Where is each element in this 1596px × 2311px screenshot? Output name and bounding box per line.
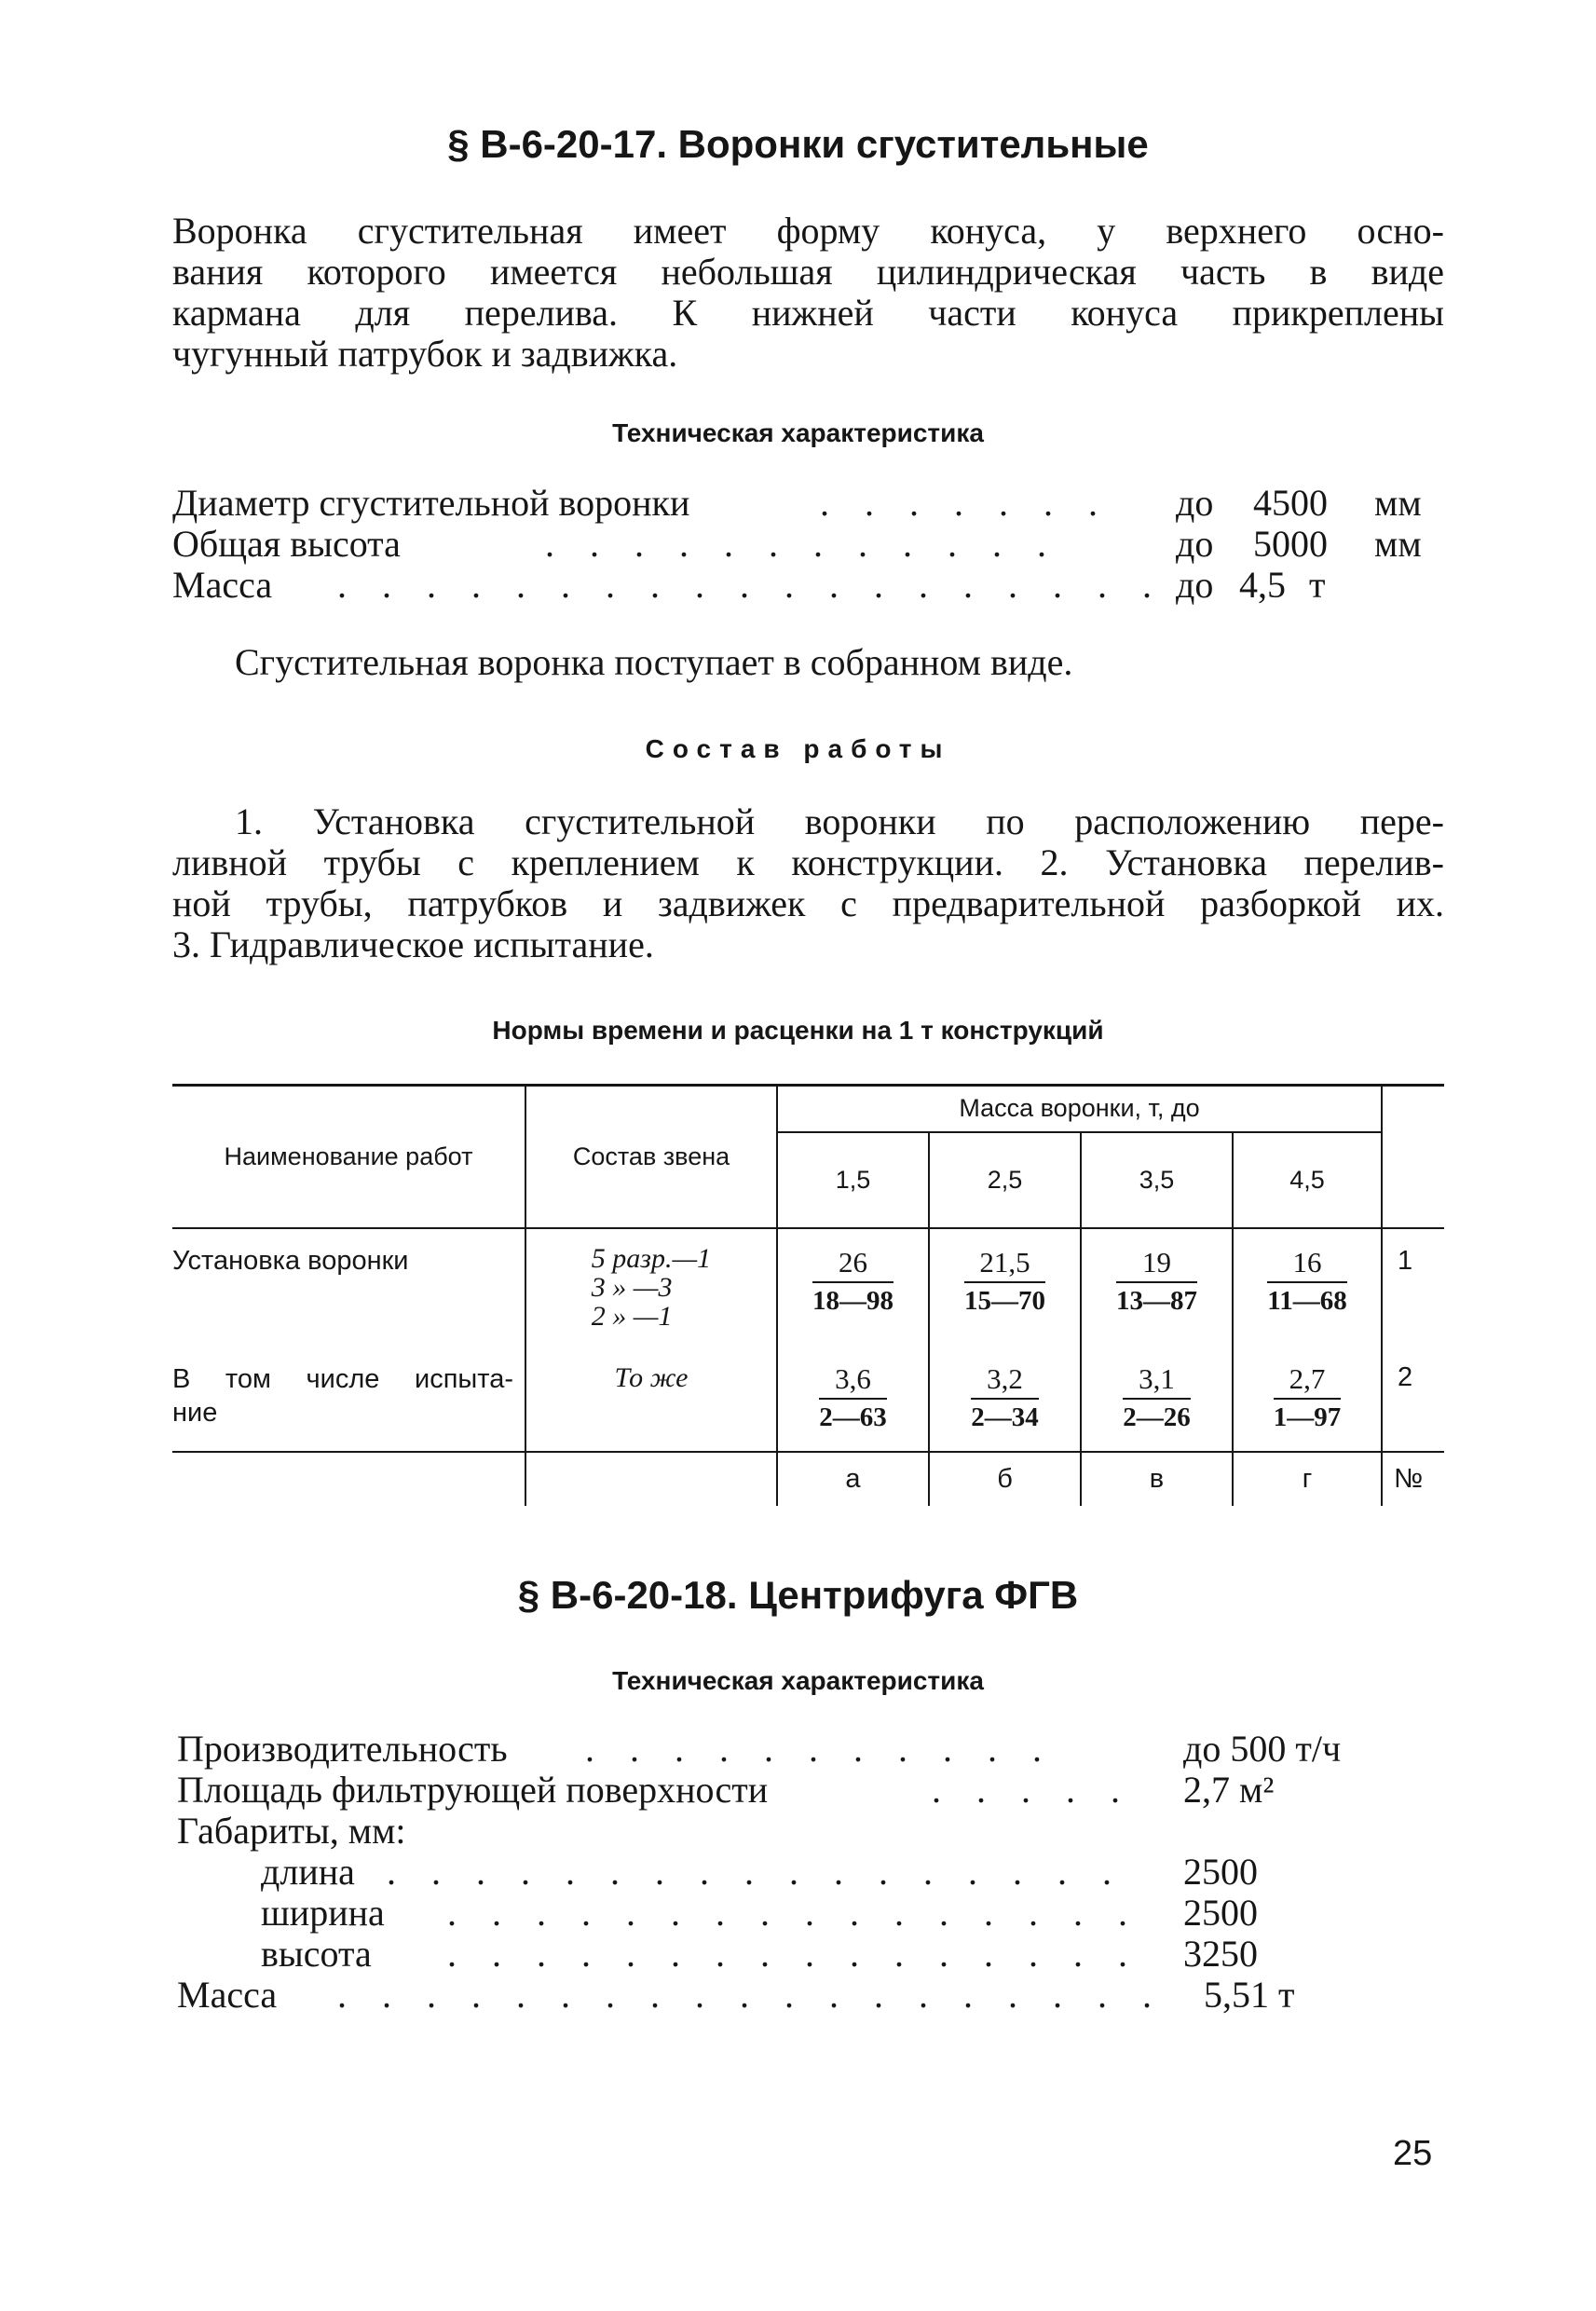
norm-value: 26	[812, 1246, 893, 1283]
page-number: 25	[1393, 2134, 1433, 2173]
spec-value: 3250	[1183, 1933, 1258, 1975]
rate-cell	[929, 1228, 1081, 1357]
spec-label: Площадь фильтрующей поверхности	[177, 1769, 769, 1811]
spec-unit: т	[1309, 564, 1326, 606]
spec-dots: . . . . . . . . . . . . . . . .	[447, 1892, 1140, 1934]
spec-dots: . . . . . . . . . . . .	[545, 523, 1059, 565]
spec-unit: мм	[1374, 482, 1422, 524]
rate-cell	[1081, 1357, 1233, 1452]
spec-value: 4500	[1253, 482, 1328, 524]
spec-prefix: до	[1176, 482, 1214, 524]
mass-column-header: 4,5	[1233, 1132, 1382, 1228]
norm-value: 3,1	[1123, 1362, 1191, 1400]
spec-value: 2,7 м²	[1183, 1769, 1275, 1811]
spec-value: до 500 т/ч	[1183, 1728, 1342, 1770]
spec-label: ширина	[261, 1892, 385, 1934]
rate-cell	[1233, 1228, 1382, 1357]
rate-value: 2—34	[971, 1402, 1039, 1432]
row-crew: То же	[525, 1357, 777, 1452]
spec-label: Диаметр сгустительной воронки	[172, 482, 690, 524]
work-line: 3. Гидравлическое испытание.	[172, 923, 654, 965]
crew-line: 2 » —1	[591, 1300, 673, 1332]
rate-cell	[777, 1228, 929, 1357]
description-line: чугунный патрубок и задвижка.	[172, 333, 678, 375]
norms-table	[172, 1084, 1444, 1506]
rate-cell	[1233, 1357, 1382, 1452]
work-line: ливной трубы с креплением к конструкции. 2. Установка перелив-	[172, 841, 1444, 883]
table-caption: Нормы времени и расценки на 1 т конструкций	[492, 1016, 1104, 1045]
description-line: вания которого имеется небольшая цилиндрическая часть в виде	[172, 251, 1444, 293]
row-name-line: В том числе испыта-	[172, 1363, 513, 1394]
number-header-cell	[1382, 1086, 1444, 1228]
col-crew-header: Состав звена	[525, 1086, 777, 1228]
rate-value: 2—26	[1123, 1402, 1191, 1432]
spec-dots: . . . . . . . . . . . . . . . . . . .	[337, 564, 1165, 606]
spec-value: 4,5	[1239, 564, 1286, 606]
table-footer-row	[172, 1452, 1444, 1506]
rate-value: 11—68	[1267, 1285, 1347, 1316]
section-title: § В-6-20-18. Центрифуга ФГВ	[517, 1573, 1079, 1617]
rate-value: 1—97	[1273, 1402, 1342, 1432]
table-row	[172, 1357, 1444, 1452]
crew-line: 3 » —3	[591, 1271, 673, 1303]
spec-dots: . . . . . . . . . . . . . . . . . . .	[337, 1974, 1165, 2016]
spec-label: Общая высота	[172, 523, 401, 565]
row-number: 2	[1398, 1361, 1413, 1392]
norm-value: 3,2	[971, 1362, 1039, 1400]
spec-value: 5,51 т	[1204, 1974, 1295, 2016]
footer-empty-cell	[525, 1452, 777, 1506]
spec-label: длина	[261, 1851, 355, 1893]
rate-value: 15—70	[964, 1285, 1045, 1316]
footer-letter: б	[929, 1452, 1081, 1506]
spec-dots: . . . . .	[932, 1769, 1133, 1811]
norm-value: 21,5	[964, 1246, 1045, 1283]
col-name-header: Наименование работ	[172, 1086, 525, 1228]
footer-letter: в	[1081, 1452, 1233, 1506]
rate-value: 13—87	[1116, 1285, 1197, 1316]
spec-value: 5000	[1253, 523, 1328, 565]
work-line: ной трубы, патрубков и задвижек с предварительной разборкой их.	[172, 882, 1444, 924]
spec-dots: . . . . . . .	[820, 482, 1111, 524]
spec-label: высота	[261, 1933, 372, 1975]
footer-letter: г	[1233, 1452, 1382, 1506]
row-name	[172, 1357, 525, 1452]
spec-heading: Техническая характеристика	[612, 1666, 984, 1695]
norm-value: 2,7	[1274, 1362, 1342, 1400]
section-title: § В-6-20-17. Воронки сгустительные	[447, 122, 1149, 166]
footer-empty-cell	[172, 1452, 525, 1506]
rate-cell	[929, 1357, 1081, 1452]
work-paragraph	[172, 801, 1444, 965]
spec-value: 2500	[1183, 1851, 1258, 1893]
spec-unit: мм	[1374, 523, 1422, 565]
footer-number-label: №	[1394, 1463, 1424, 1494]
rate-cell	[777, 1357, 929, 1452]
mass-column-header: 3,5	[1081, 1132, 1233, 1228]
footer-letter: а	[777, 1452, 929, 1506]
norm-value: 16	[1267, 1246, 1346, 1283]
row-number: 1	[1398, 1245, 1413, 1276]
spec-dots: . . . . . . . . . . . . . . . . .	[387, 1851, 1125, 1893]
table-row	[172, 1228, 1444, 1357]
description-paragraph	[172, 211, 1444, 375]
spec-dots: . . . . . . . . . . .	[585, 1728, 1055, 1770]
spec-label: Масса	[177, 1974, 278, 2016]
mass-header: Масса воронки, т, до	[777, 1086, 1382, 1132]
norm-value: 3,6	[819, 1362, 887, 1400]
row-crew	[525, 1228, 777, 1357]
rate-cell	[1081, 1228, 1233, 1357]
spec-label: Габариты, мм:	[177, 1810, 406, 1852]
spec-value: 2500	[1183, 1892, 1258, 1934]
norm-value: 19	[1116, 1246, 1197, 1283]
spec-label: Масса	[172, 564, 273, 606]
work-heading: Состав работы	[645, 734, 951, 763]
spec-label: Производительность	[177, 1728, 508, 1770]
rate-value: 18—98	[812, 1285, 893, 1316]
spec-heading: Техническая характеристика	[612, 418, 984, 447]
description-line: Воронка сгустительная имеет форму конуса, у верхнего осно-	[172, 210, 1444, 252]
spec-row	[172, 483, 689, 524]
work-line: 1. Установка сгустительной воронки по расположению пере-	[235, 800, 1444, 842]
spec-prefix: до	[1176, 523, 1214, 565]
spec-prefix: до	[1176, 564, 1214, 606]
crew-line: 5 разр.—1	[591, 1242, 712, 1274]
spec-dots: . . . . . . . . . . . . . . . .	[447, 1933, 1140, 1975]
rate-value: 2—63	[819, 1402, 887, 1432]
mass-column-header: 1,5	[777, 1132, 929, 1228]
delivery-note: Сгустительная воронка поступает в собранном виде.	[235, 641, 1073, 683]
description-line: кармана для перелива. К нижней части конуса прикреплены	[172, 292, 1444, 334]
row-name-line: ние	[172, 1397, 218, 1428]
mass-column-header: 2,5	[929, 1132, 1081, 1228]
row-name: Установка воронки	[172, 1228, 525, 1357]
